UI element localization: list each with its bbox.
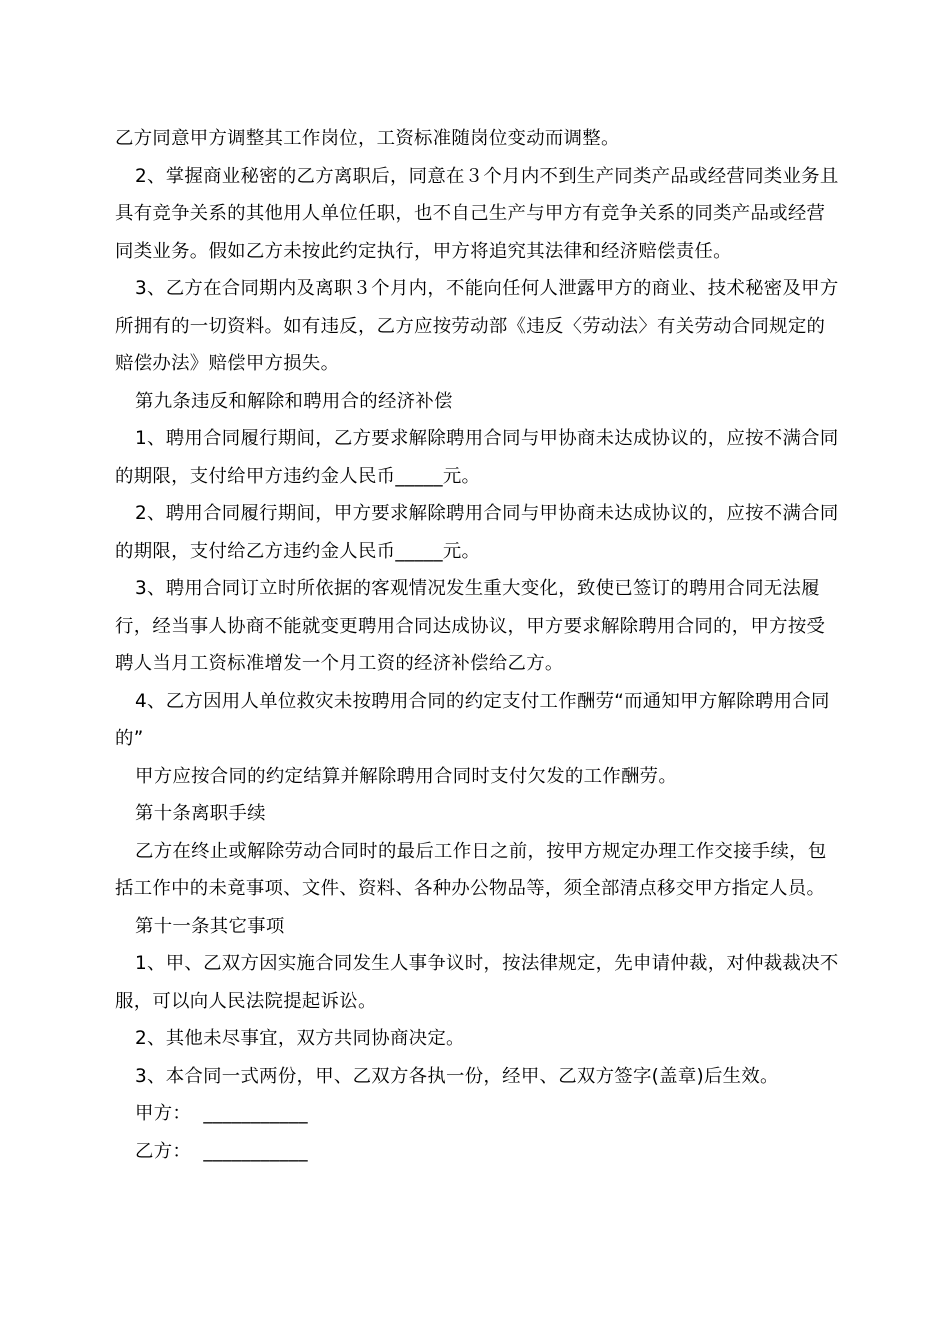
paragraph-article11-item2: 2、其他未尽事宜，双方共同协商决定。 xyxy=(135,1028,465,1049)
paragraph-article11-item1: 1、甲、乙双方因实施合同发生人事争议时，按法律规定，先申请仲裁，对仲裁裁决不服，可以向人民法院提起诉讼。 xyxy=(115,953,839,1012)
paragraph-confidentiality-3: 3、乙方在合同期内及离职３个月内，不能向任何人泄露甲方的商业、技术秘密及甲方所拥有的一切资料。如有违反，乙方应按劳动部《违反〈劳动法〉有关劳动合同规定的赔偿办法》赔偿甲方损失。 xyxy=(115,278,839,374)
paragraph-article11-item3: 3、本合同一式两份，甲、乙双方各执一份，经甲、乙双方签字(盖章)后生效。 xyxy=(135,1065,779,1087)
heading-article-10: 第十条离职手续 xyxy=(135,803,266,824)
document-body xyxy=(115,120,840,1170)
signature-party-b: 乙方： ___________ xyxy=(135,1140,308,1162)
heading-article-9: 第九条违反和解除和聘用合的经济补偿 xyxy=(135,390,453,412)
paragraph-article9-item3: 3、聘用合同订立时所依据的客观情况发生重大变化，致使已签订的聘用合同无法履行，经当事人协商不能就变更聘用合同达成协议，甲方要求解除聘用合同的，甲方按受聘人当月工资标准增发一个月工资的经济补偿给乙方。 xyxy=(115,578,826,674)
paragraph-article9-item2: 2、聘用合同履行期间，甲方要求解除聘用合同与甲协商未达成协议的，应按不满合同的期限，支付给乙方违约金人民币_____元。 xyxy=(115,503,839,562)
heading-article-11: 第十一条其它事项 xyxy=(135,915,285,937)
paragraph-resignation-procedure: 乙方在终止或解除劳动合同时的最后工作日之前，按甲方规定办理工作交接手续，包括工作中的未竟事项、文件、资料、各种办公物品等，须全部清点移交甲方指定人员。 xyxy=(115,840,827,899)
paragraph-salary-adjustment: 乙方同意甲方调整其工作岗位，工资标准随岗位变动而调整。 xyxy=(115,128,620,149)
paragraph-article9-settlement: 甲方应按合同的约定结算并解除聘用合同时支付欠发的工作酬劳。 xyxy=(135,765,678,787)
paragraph-article9-item1: 1、聘用合同履行期间，乙方要求解除聘用合同与甲协商未达成协议的，应按不满合同的期限，支付给甲方违约金人民币_____元。 xyxy=(115,428,839,487)
paragraph-article9-item4: 4、乙方因用人单位救灾未按聘用合同的约定支付工作酬劳“而通知甲方解除聘用合同的” xyxy=(115,690,830,749)
paragraph-trade-secret-2: 2、掌握商业秘密的乙方离职后，同意在３个月内不到生产同类产品或经营同类业务且具有竞争关系的其他用人单位任职，也不自己生产与甲方有竞争关系的同类产品或经营同类业务。假如乙方未按此约定执行，甲方将追究其法律和经济赔偿责任。 xyxy=(115,165,839,262)
signature-party-a: 甲方： ___________ xyxy=(135,1103,308,1124)
